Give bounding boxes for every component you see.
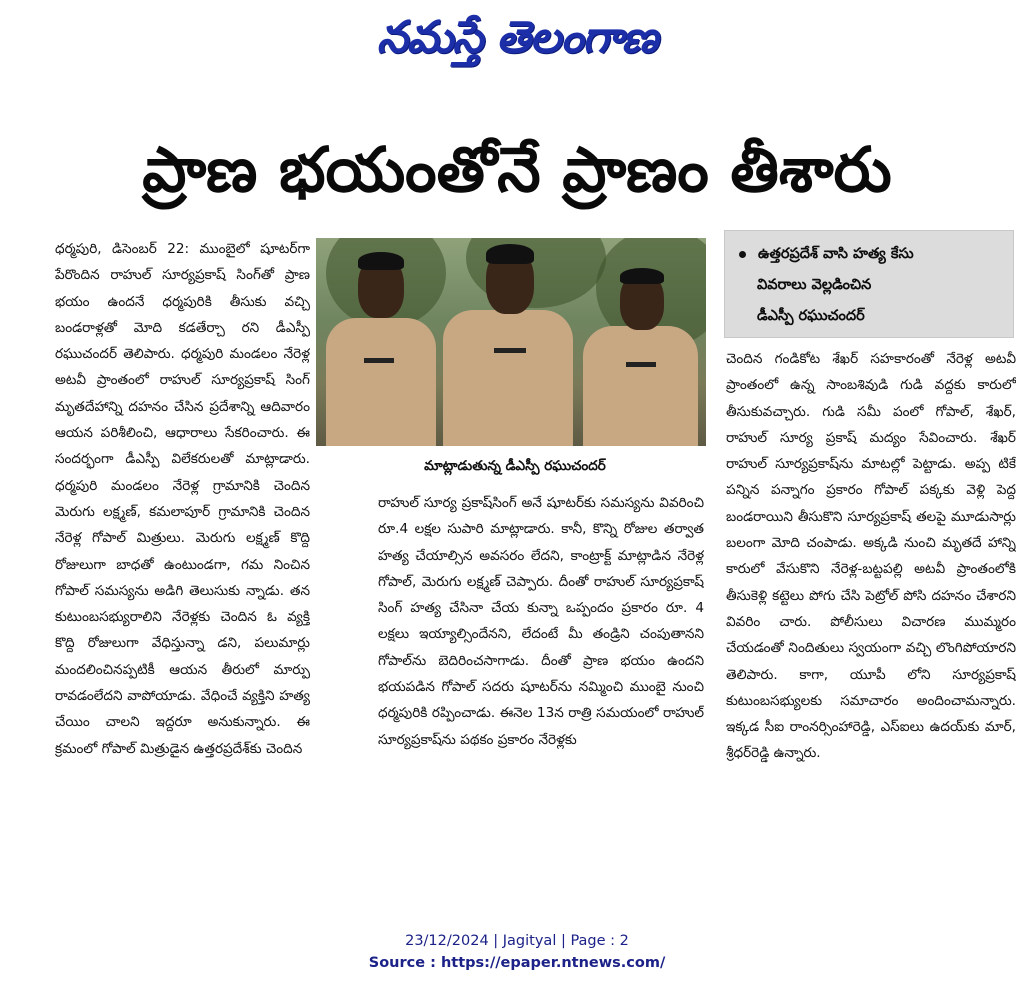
column-3-text: చెందిన గండికోట శేఖర్ సహకారంతో నేరెళ్ల అటవీ ప్రాంతంలో ఉన్న సాంబశివుడి గుడి వద్దకు కారులో తీసుకువచ్చారు. గుడి సమీ పంలో గోపాల్, శేఖర్, రాహుల్ సూర్య ప్రకాష్ మద్యం సేవించారు. శేఖర్ రాహుల్ సూర్యప్రకాష్‌ను మాటల్లో పెట్టాడు. అప్ప టికే పన్నిన పన్నాగం ప్రకారం గోపాల్ పక్కకు వెళ్లి పెద్ద బండరాయిని తీసుకొని సూర్యప్రకాష్ తలపై మూడుసార్లు బలంగా మోది చంపాడు. అక్కడి నుంచి మృతదే హాన్ని కారులో వేసుకొని నేరెళ్ల-బట్టపల్లి అటవీ ప్రాంతంలోకి తీసుకెళ్లి కట్టెలు పోగు చేసి పెట్రోల్ పోసి దహనం చేశారని వివరిం చారు. పోలీసులు విచారణ ముమ్మరం చేయడంతో నిందితులు స్వయంగా వచ్చి లొంగిపోయారని తెలిపారు. కాగా, యూపీ లోని సూర్యప్రకాష్ కుటుంబసభ్యులకు సమాచారం అందించామన్నారు. ఇక్కడ సీఐ రాంనర్సింహారెడ్డి, ఎస్‌ఐలు ఉదయ్‌కు మార్, శ్రీధర్‌రెడ్డి ఉన్నారు. — [726, 351, 1016, 762]
article-column-3 — [726, 346, 1016, 906]
highlight-text-1: ఉత్తరప్రదేశ్ వాసి హత్య కేసు — [758, 246, 914, 262]
newspaper-masthead: నమస్తే తెలంగాణ — [376, 12, 658, 63]
officer-figure-center — [438, 238, 578, 446]
edition-info: 23/12/2024 | Jagityal | Page : 2 — [405, 933, 629, 949]
photo-caption: మాట్లాడుతున్న డీఎస్పీ రఘుచందర్ — [424, 458, 606, 474]
bullet-icon — [739, 251, 746, 258]
news-photo — [316, 238, 706, 446]
article-column-2 — [378, 490, 704, 910]
highlight-line-3: డీఎస్పీ రఘుచందర్ — [757, 308, 865, 324]
column-2-text: రాహుల్ సూర్య ప్రకాష్‌సింగ్ అనే షూటర్‌కు సమస్యను వివరించి రూ.4 లక్షల సుపారి మాట్లాడారు. కానీ, కొన్ని రోజుల తర్వాత హత్య చేయాల్సిన అవసరం లేదని, కాంట్రాక్ట్ మాట్లాడిన నేరెళ్ల గోపాల్, మెరుగు లక్ష్మణ్ చెప్పారు. దీంతో రాహుల్ సూర్యప్రకాష్ సింగ్ హత్య చేసినా చేయ కున్నా ఒప్పందం ప్రకారం రూ. 4 లక్షలు ఇయ్యాల్సిందేనని, లేదంటే మీ తండ్రిని చంపుతానని గోపాల్‌ను బెదిరించసాగాడు. దీంతో ప్రాణ భయం ఉందని భయపడిన గోపాల్ సదరు షూటర్‌ను నమ్మించి ముంబై నుంచి ధర్మపురికి రప్పించాడు. ఈనెల 13న రాత్రి సమయంలో రాహుల్ సూర్యప్రకాష్‌ను పథకం ప్రకారం నేరెళ్లకు — [378, 495, 704, 748]
article-column-1 — [55, 236, 310, 906]
officer-figure-right — [578, 238, 703, 446]
officer-figure-left — [316, 238, 436, 446]
highlight-line-2: వివరాలు వెల్లడించిన — [757, 277, 872, 293]
highlight-line-1 — [739, 239, 1003, 270]
column-1-text: ధర్మపురి, డిసెంబర్ 22: ముంబైలో షూటర్‌గా పేరొందిన రాహుల్ సూర్యప్రకాష్ సింగ్‌తో ప్రాణ భయం ఉందనే ధర్మపురికి తీసుకు వచ్చి బండరాళ్లతో మోది కడతేర్చా రని డీఎస్పీ రఘుచందర్ తెలిపారు. ధర్మపురి మండలం నేరెళ్ల అటవీ ప్రాంతంలో రాహుల్ సూర్యప్రకాష్ సింగ్ మృతదేహాన్ని దహనం చేసిన ప్రదేశాన్ని ఆదివారం ఆయన పరిశీలించి, ఆధారాలు సేకరించారు. ఈ సందర్భంగా డీఎస్పీ విలేకరులతో మాట్లాడారు. ధర్మపురి మండలం నేరెళ్ల గ్రామానికి చెందిన మెరుగు లక్ష్మణ్, కమలాపూర్ గ్రామానికి చెందిన నేరెళ్ల గోపాల్ మిత్రులు. మెరుగు లక్ష్మణ్ కొద్ది రోజులుగా బాధతో ఉంటుండగా, గమ నించిన గోపాల్ సమస్యను అడిగి తెలుసుకు న్నాడు. తన కుటుంబసభ్యురాలిని నేరెళ్లకు చెందిన ఓ వ్యక్తి కొద్ది రోజులుగా వేధిస్తున్నా డని, పలుమార్లు మందలించినప్పటికీ ఆయన తీరులో మార్పు రావడంలేదని వాపోయాడు. వేధించే వ్యక్తిని హత్య చేయిం చాలని ఇద్దరూ అనుకున్నారు. ఈ క్రమంలో గోపాల్ మిత్రుడైన ఉత్తరప్రదేశ్‌కు చెందిన — [55, 241, 310, 757]
highlight-box — [724, 230, 1014, 338]
article-headline: ప్రాణ భయంతోనే ప్రాణం తీశారు — [142, 133, 892, 206]
source-link[interactable]: Source : https://epaper.ntnews.com/ — [368, 955, 666, 971]
